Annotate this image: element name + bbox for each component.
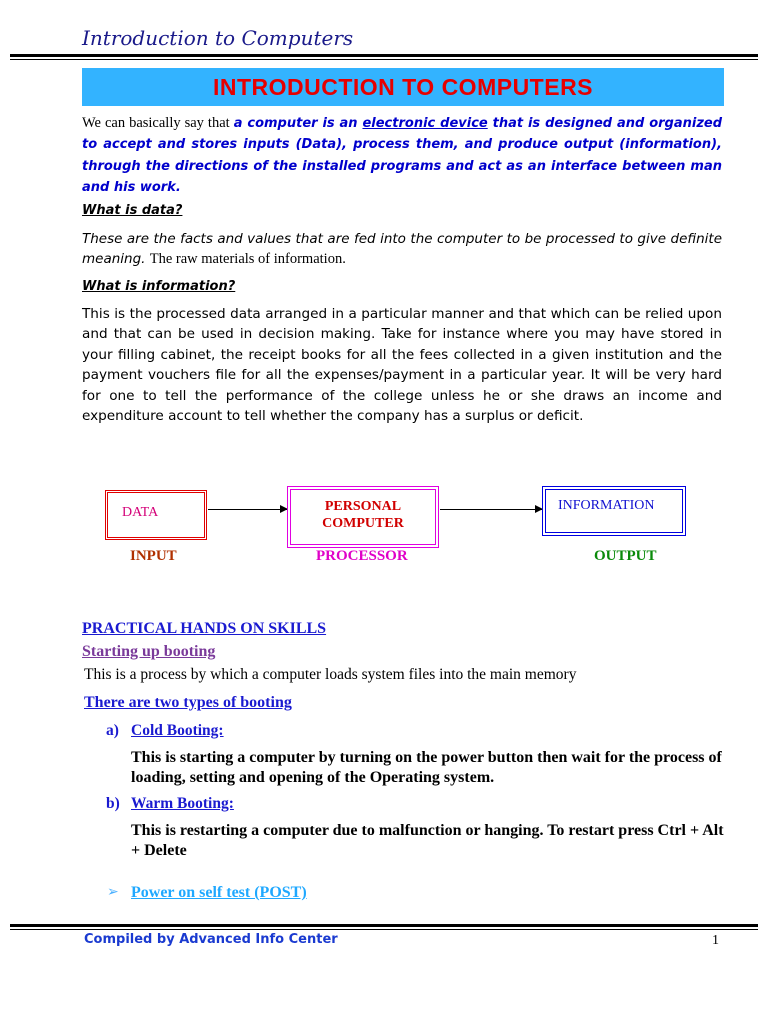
data-question: What is data? (82, 203, 183, 218)
definition-part-a: a computer is an (233, 116, 358, 131)
warm-booting-title: Warm Booting: (131, 795, 234, 812)
footer-rule (10, 924, 758, 927)
input-data-box: DATA (105, 490, 207, 540)
running-header: Introduction to Computers (82, 26, 354, 50)
document-title: INTRODUCTION TO COMPUTERS (212, 73, 594, 100)
information-question: What is information? (82, 279, 236, 294)
cold-booting-body: This is starting a computer by turning on the power button then wait for the process of loading, setting and opening of the Operating system. (131, 749, 722, 786)
booting-description: This is a process by which a computer loads system files into the main memory (84, 666, 577, 683)
practical-heading: PRACTICAL HANDS ON SKILLS (82, 620, 327, 637)
list-marker-b: b) (106, 795, 120, 812)
output-label: OUTPUT (594, 548, 657, 564)
cold-booting-title: Cold Booting: (131, 722, 224, 739)
header-rule-thin (10, 59, 758, 60)
footer-credit: Compiled by Advanced Info Center (84, 932, 338, 947)
definition-underlined: electronic device (362, 116, 488, 131)
data-answer-tail: The raw materials of information. (149, 251, 346, 268)
intro-lead: We can basically say that (82, 115, 230, 131)
output-information-box: INFORMATION (542, 486, 686, 536)
arrow-input-to-processor (208, 509, 287, 510)
header-rule (10, 54, 758, 57)
processor-label: PROCESSOR (316, 548, 408, 564)
title-banner (82, 68, 724, 106)
intro-paragraph (82, 113, 722, 198)
warm-booting-body: This is restarting a computer due to malfunction or hanging. To restart press Ctrl + Alt + Delete (131, 822, 724, 859)
definition-part-b: that is designed and organized to accept and stores inputs (Data), process them, and produce output (information), through the directions of the installed programs and act as an interface between man and his work. (82, 116, 723, 195)
processor-box (287, 486, 439, 548)
processor-box-line1: PERSONAL (324, 499, 402, 514)
data-answer-italic: These are the facts and values that are fed into the computer to be processed to give definite meaning. (82, 231, 722, 268)
data-answer (82, 229, 722, 270)
arrow-processor-to-output (440, 509, 542, 510)
booting-types-heading: There are two types of booting (84, 694, 292, 711)
processor-box-line2: COMPUTER (322, 516, 404, 531)
information-answer: This is the processed data arranged in a particular manner and that which can be relied upon and that can be used in decision making. Take for instance where you may have stored in your filling cabinet, the receipt books for all the fees collected in a given institution and the payment vouchers file for all the expenses/payment in a particular year. It will be very hard for one to tell the performance of the college unless he or she draws an income and expenditure account to tell whether the company has a surplus or deficit. (82, 306, 722, 425)
arrow-bullet-icon: ➢ (107, 885, 119, 900)
post-heading: Power on self test (POST) (131, 884, 307, 901)
list-marker-a: a) (106, 722, 119, 739)
input-label: INPUT (130, 548, 177, 564)
page-number: 1 (712, 933, 719, 948)
booting-subheading: Starting up booting (82, 643, 216, 660)
footer-rule-thin (10, 929, 758, 930)
